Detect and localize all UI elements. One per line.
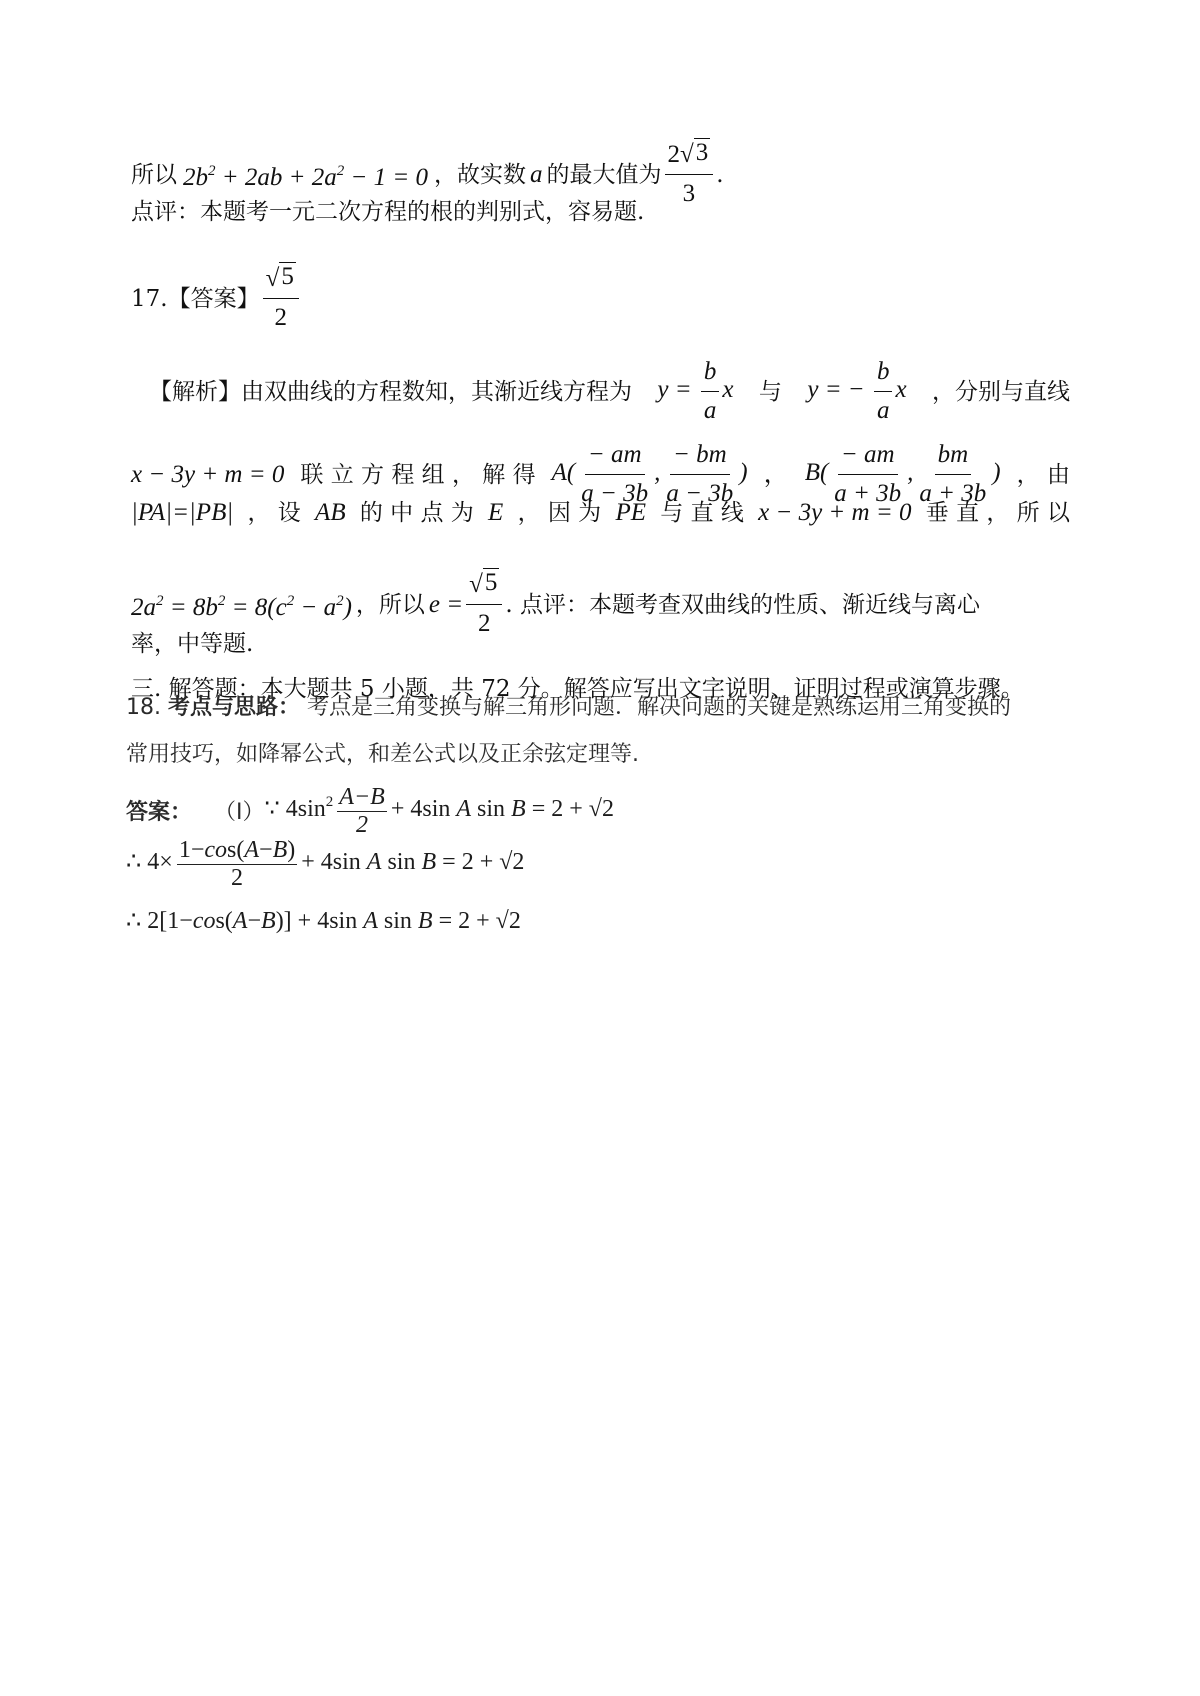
- answer-line-3: [126, 906, 521, 935]
- q17-answer-line: [131, 262, 1070, 335]
- point-e: E: [488, 499, 504, 526]
- text-prefix: 所以: [131, 161, 177, 188]
- answer-equation-1: ∵ $4\sin^2$ $\frac{A-B}{2}$ + 4sin A sin B = 2 + √2: [264, 784, 614, 838]
- q17-answer-fraction: √ 5 2: [263, 262, 299, 335]
- q17-label: 17.【答案】: [131, 285, 260, 312]
- variable-a: a: [530, 160, 543, 188]
- point-a: A( $\frac{- am}{a - 3b}$ , $\frac{- bm}{a - 3b}$ ): [552, 438, 748, 511]
- text-with-line: 与 直 线: [660, 500, 744, 526]
- line-equation: x − 3y + m = 0: [131, 460, 285, 488]
- q17-analysis-line-2: x − 3y + m = 0 联 立 方 程 组 ， 解 得 A( $\frac{- am}{a - 3b}$ , $\frac{- bm}{a - 3b}$ ) ， B( $\frac{- am}{a + 3b}$ , $\frac{bm}{a + 3b}$ ) ， 由: [131, 438, 1070, 511]
- q18-line-1: [126, 690, 1011, 721]
- text-set: ， 设: [247, 500, 301, 526]
- q17-analysis-line-5: 率，中等题.: [131, 631, 254, 657]
- answer-line-2: [126, 836, 524, 891]
- section-3-heading: 三. 解答题：本大题共 5 小题，共 72 分。解答应写出文字说明、证明过程或演算步骤。: [131, 676, 1024, 702]
- equation: $2b^2 + 2ab + 2a^2 - 1 = 0$: [183, 163, 428, 191]
- q18-text-1: 考点是三角变换与解三角形问题．解决问题的关键是熟练运用三角变换的: [307, 695, 1012, 720]
- analysis-text-end: ，分别与直线: [931, 378, 1070, 405]
- max-value-fraction: 2√ 3 3: [665, 138, 714, 211]
- line-equation-2: x − 3y + m = 0: [758, 499, 912, 526]
- with-text: 与: [758, 378, 782, 405]
- text-perpendicular: 垂 直 ， 所 以: [925, 500, 1070, 526]
- answer-label: 答案：: [126, 800, 193, 825]
- text-so: ，所以: [355, 591, 425, 618]
- text-midpoint: 的 中 点 为: [359, 500, 474, 526]
- comment-line: 点评：本题考一元二次方程的根的判别式，容易题.: [131, 199, 645, 225]
- eccentricity-equation: $2a^2 = 8b^2 = 8(c^2 - a^2)$: [131, 593, 352, 621]
- answer-equation-3: ∴ 2[1−cos(A−B)] + 4sin A sin B = 2 + √2: [126, 908, 521, 934]
- asymptote-1: y = $\frac{b}{a}$ x: [657, 355, 733, 428]
- e-equals: e =: [428, 590, 464, 618]
- analysis-text: 【解析】由双曲线的方程数知，其渐近线方程为: [149, 378, 632, 405]
- q17-analysis-line-1: [149, 355, 1070, 428]
- asymptote-2: y = − $\frac{b}{a}$ x: [807, 355, 906, 428]
- text-mid: ，故实数: [434, 161, 526, 188]
- q18-heading: 考点与思路：: [168, 695, 301, 720]
- segment-ab: AB: [315, 499, 346, 526]
- q18-line-2: 常用技巧，如降幂公式，和差公式以及正余弦定理等.: [126, 742, 639, 767]
- answer-equation-2: ∴ 4× $\frac{1-\cos(A-B)}{2}$ + 4sin A sin B = 2 + √2: [126, 837, 525, 891]
- by-text: ， 由: [1016, 461, 1070, 488]
- period: .: [716, 161, 724, 188]
- solve-text: 联 立 方 程 组 ， 解 得: [300, 461, 536, 488]
- segment-pe: PE: [615, 499, 646, 526]
- answer-line-1: [126, 783, 614, 838]
- part-label: （I）: [214, 800, 265, 825]
- text-because: ， 因 为: [517, 500, 602, 526]
- q18-number: 18.: [126, 695, 161, 720]
- text-after: 的最大值为: [546, 161, 662, 188]
- q17-analysis-line-3: [131, 498, 1070, 528]
- point-b: B( $\frac{- am}{a + 3b}$ , $\frac{bm}{a + 3b}$ ): [805, 438, 1001, 511]
- eccentricity-fraction: √ 5 2: [466, 568, 502, 641]
- comment-text: . 点评：本题考查双曲线的性质、渐近线与离心: [505, 591, 980, 618]
- pa-pb-equal: |PA|=|PB|: [131, 499, 234, 526]
